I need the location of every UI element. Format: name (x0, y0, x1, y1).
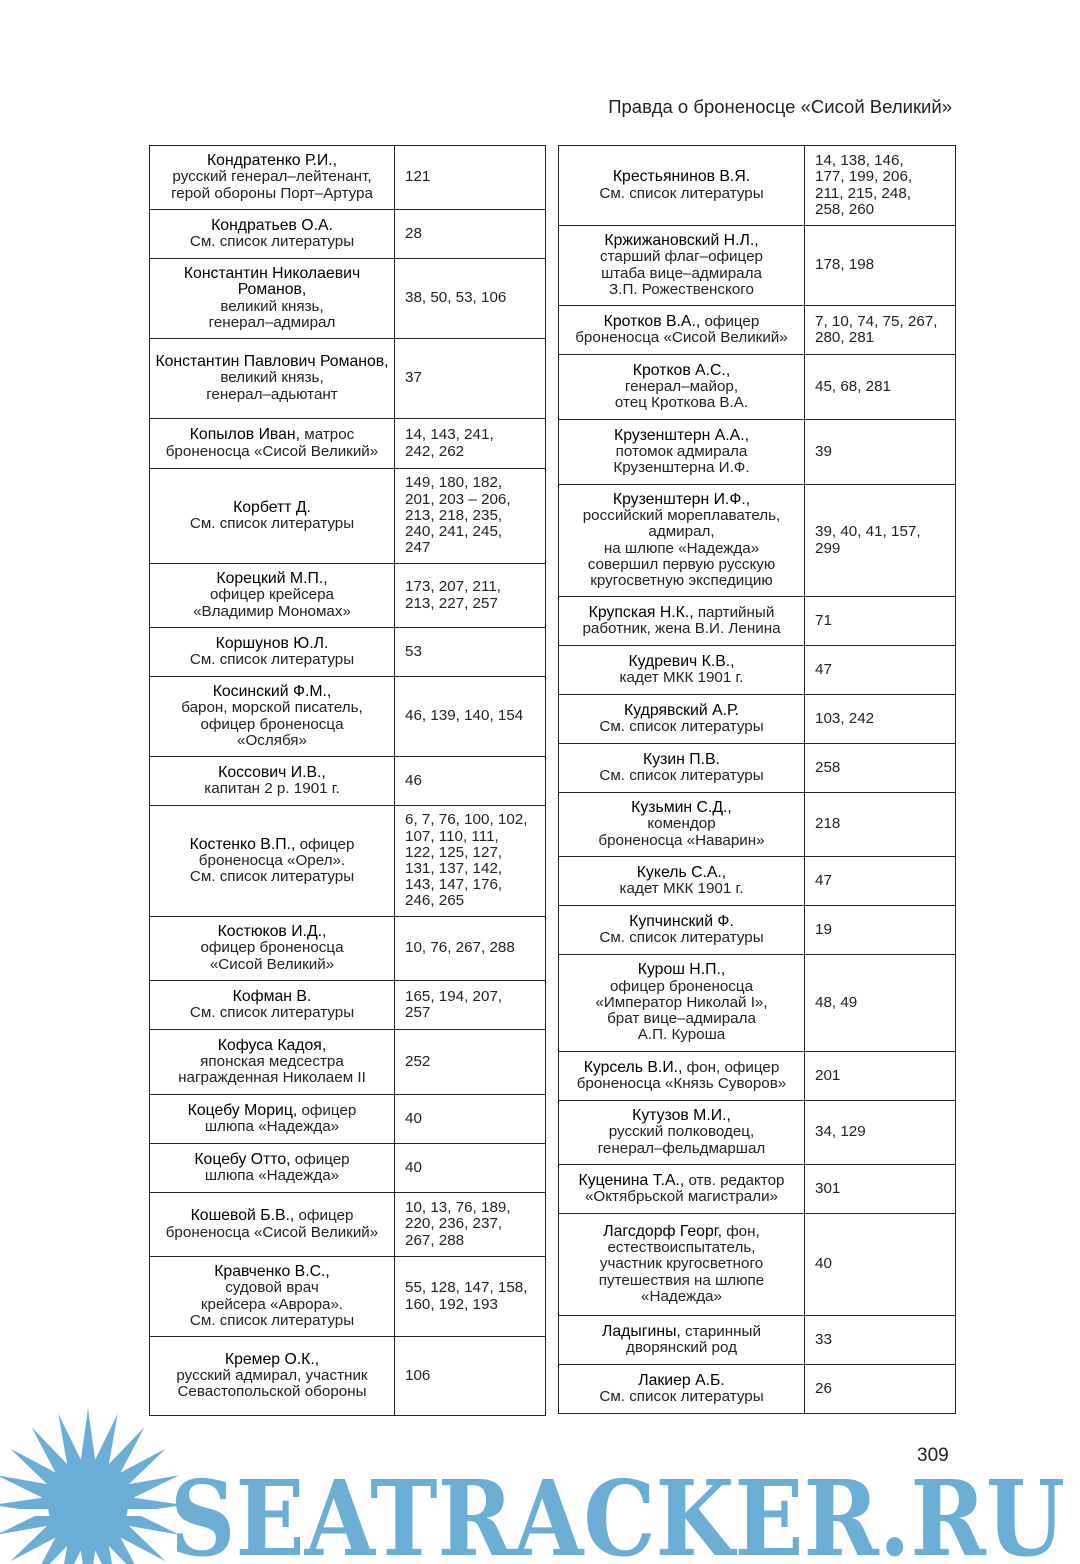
entry-description-line: русский полководец, (608, 1123, 755, 1141)
entry-pages-cell (805, 1165, 956, 1214)
entry-name-tail: офицер (297, 1101, 357, 1119)
entry-description-line: герой обороны Порт–Артура (171, 184, 373, 202)
entry-name: Кутузов М.И., (632, 1107, 731, 1125)
index-entry (150, 469, 546, 564)
entry-pages-cell (395, 339, 546, 419)
entry-description-line: броненосца «Сисой Великий» (165, 442, 379, 460)
entry-page-line: 40 (405, 1109, 422, 1127)
entry-name-cell (559, 744, 805, 793)
entry-description-line: См. список литературы (599, 184, 764, 202)
entry-name-tail: офицер (295, 835, 355, 853)
entry-pages-cell (805, 955, 956, 1052)
index-entry (150, 806, 546, 917)
entry-name-cell (559, 955, 805, 1052)
entry-page-line: 28 (405, 224, 422, 242)
entry-pages-cell (805, 744, 956, 793)
entry-name-cell (150, 1030, 395, 1095)
entry-description-line: путешествия на шлюпе (598, 1271, 765, 1289)
sun-logo-icon (0, 1409, 184, 1564)
entry-description-line: См. список литературы (189, 515, 355, 532)
entry-page-line: 242, 262 (405, 442, 465, 460)
entry-name: Куценина Т.А., (578, 1171, 685, 1189)
entry-name: Кротков В.А., (603, 312, 701, 330)
index-entry (559, 744, 956, 793)
entry-name-cell (150, 1337, 395, 1416)
entry-page-line: 55, 128, 147, 158, (405, 1279, 528, 1297)
entry-description-line: «Октябрьской магистрали» (584, 1188, 779, 1205)
entry-page-line: 247 (405, 539, 431, 557)
entry-page-line: 211, 215, 248, (815, 184, 911, 202)
entry-description-line: См. список литературы (599, 718, 764, 735)
index-entry (559, 1316, 956, 1365)
entry-name: Коцебу Отто, (194, 1150, 291, 1168)
entry-name-tail: офицер (290, 1150, 350, 1168)
entry-page-line: 14, 138, 146, (815, 152, 904, 170)
entry-page-line: 46 (405, 771, 422, 789)
entry-name-cell (150, 564, 395, 628)
entry-name: Курош Н.П., (637, 961, 726, 979)
entry-name: Корбетт Д. (233, 498, 311, 516)
entry-name: Косинский Ф.М., (212, 683, 332, 701)
entry-pages-cell (805, 420, 956, 485)
entry-pages-cell (395, 1257, 546, 1337)
page-number: 309 (917, 1445, 949, 1466)
entry-pages-cell (805, 695, 956, 744)
entry-page-line: 39 (815, 442, 832, 460)
index-entry (150, 917, 546, 981)
index-entry (150, 1144, 546, 1193)
entry-description-line: российский мореплаватель, (582, 507, 781, 525)
entry-description-line: штаба вице–адмирала (601, 264, 762, 282)
entry-name: Кофман В. (232, 987, 312, 1005)
entry-pages-cell (805, 355, 956, 420)
entry-page-line: 177, 199, 206, (815, 168, 913, 186)
entry-name-tail: матрос (300, 426, 355, 444)
entry-name: Коссович И.В., (218, 763, 326, 781)
entry-name: Кудревич К.В., (628, 652, 735, 670)
entry-description-line: кругосветную экспедицию (590, 571, 773, 589)
entry-page-line: 258 (815, 758, 841, 776)
entry-description-line: брат вице–адмирала (607, 1010, 756, 1028)
entry-page-line: 10, 76, 267, 288 (405, 939, 515, 957)
entry-name-cell (150, 806, 395, 917)
entry-name-cell (150, 1193, 395, 1257)
entry-description-line: «Владимир Мономах» (193, 602, 351, 620)
index-entry (150, 259, 546, 339)
entry-name: Коцебу Мориц, (187, 1101, 298, 1119)
entry-pages-cell (805, 146, 956, 226)
entry-page-line: 131, 137, 142, (405, 860, 503, 877)
index-entry (150, 1257, 546, 1337)
entry-name-cell (559, 1101, 805, 1165)
entry-description-line: офицер броненосца (200, 939, 344, 957)
entry-page-line: 165, 194, 207, (405, 987, 503, 1005)
entry-description-line: крейсера «Аврора». (200, 1295, 344, 1313)
entry-page-line: 143, 147, 176, (405, 876, 503, 894)
entry-page-line: 149, 180, 182, (405, 474, 503, 492)
entry-page-line: 71 (815, 611, 832, 629)
entry-page-line: 257 (405, 1004, 431, 1021)
entry-description-line: кадет МКК 1901 г. (619, 880, 744, 897)
entry-pages-cell (395, 1095, 546, 1144)
entry-description-line: броненосца «Князь Суворов» (576, 1075, 787, 1092)
entry-page-line: 48, 49 (815, 993, 858, 1011)
entry-name: Костенко В.П., (189, 835, 296, 853)
entry-description-line: совершил первую русскую (587, 555, 776, 573)
entry-name-tail: отв. редактор (684, 1171, 785, 1189)
entry-page-line: 218 (815, 815, 841, 833)
running-header: Правда о броненосце «Сисой Великий» (608, 96, 952, 117)
entry-page-line: 299 (815, 539, 841, 557)
entry-name-cell (150, 210, 395, 259)
entry-name-cell (559, 306, 805, 355)
entry-pages-cell (395, 419, 546, 469)
entry-description-line: шлюпа «Надежда» (204, 1167, 340, 1184)
entry-page-line: 280, 281 (815, 329, 875, 346)
entry-pages-cell (395, 564, 546, 628)
index-entry (559, 306, 956, 355)
index-entry (559, 1101, 956, 1165)
entry-page-line: 40 (405, 1158, 422, 1176)
entry-pages-cell (395, 677, 546, 757)
entry-description-line: См. список литературы (189, 868, 355, 886)
entry-description-line: адмирал, (648, 523, 715, 541)
index-entry (559, 485, 956, 597)
entry-name: Кошевой Б.В., (190, 1207, 295, 1225)
entry-page-line: 240, 241, 245, (405, 523, 503, 541)
entry-pages-cell (395, 1337, 546, 1416)
index-entry (559, 146, 956, 226)
entry-page-line: 220, 236, 237, (405, 1215, 503, 1233)
entry-pages-cell (805, 597, 956, 646)
entry-description-line: русский генерал–лейтенант, (172, 168, 372, 186)
entry-name-cell (559, 695, 805, 744)
entry-page-line: 107, 110, 111, (405, 827, 499, 845)
index-entry (150, 1030, 546, 1095)
entry-name-cell (150, 469, 395, 564)
entry-pages-cell (805, 906, 956, 955)
entry-name-cell (150, 339, 395, 419)
entry-name-cell (559, 857, 805, 906)
entry-page-line: 37 (405, 369, 422, 387)
index-entry (559, 793, 956, 857)
entry-description-line: генерал–адьютант (206, 385, 338, 403)
entry-description-line: См. список литературы (189, 651, 355, 668)
entry-page-line: 38, 50, 53, 106 (405, 289, 507, 307)
entry-name: Константин Николаевич Романов, (183, 265, 361, 299)
watermark-text: SEATRACKER.RU (170, 1457, 1065, 1564)
entry-page-line: 178, 198 (815, 256, 875, 274)
entry-name-tail: фон, (721, 1222, 760, 1240)
entry-name-cell (150, 757, 395, 806)
entry-pages-cell (395, 1193, 546, 1257)
entry-name: Кудрявский А.Р. (624, 701, 739, 719)
entry-description-line: броненосца «Орел». (198, 851, 346, 869)
entry-description-line: великий князь, (220, 297, 324, 315)
index-entry (559, 226, 956, 306)
index-entry (559, 355, 956, 420)
entry-page-line: 173, 207, 211, (405, 578, 501, 596)
entry-pages-cell (395, 628, 546, 677)
entry-name: Крузенштерн А.А., (614, 426, 749, 444)
entry-description-line: «Император Николай I», (595, 993, 768, 1011)
index-entry (150, 1337, 546, 1416)
entry-description-line: генерал–фельдмаршал (597, 1139, 766, 1157)
entry-description-line: судовой врач (225, 1279, 319, 1297)
entry-page-line: 258, 260 (815, 200, 875, 218)
entry-name: Копылов Иван, (189, 426, 301, 444)
entry-name: Купчинский Ф. (629, 912, 734, 930)
index-entry (559, 906, 956, 955)
entry-description-line: броненосца «Наварин» (598, 831, 765, 849)
entry-description-line: барон, морской писатель, (181, 699, 363, 717)
entry-name-tail: офицер (700, 312, 760, 330)
entry-name: Ладыгины, (602, 1322, 681, 1340)
entry-name-cell (559, 1052, 805, 1101)
index-entry (150, 757, 546, 806)
entry-page-line: 33 (815, 1330, 832, 1348)
index-entry (559, 597, 956, 646)
entry-description-line: потомок адмирала (615, 442, 748, 460)
entry-page-line: 213, 227, 257 (405, 594, 498, 612)
entry-page-line: 47 (815, 871, 832, 889)
index-entry (559, 857, 956, 906)
entry-page-line: 121 (405, 168, 431, 186)
entry-description-line: См. список литературы (189, 1004, 355, 1021)
entry-description-line: кадет МКК 1901 г. (619, 669, 744, 686)
entry-name: Крестьянинов В.Я. (612, 168, 751, 186)
entry-description-line: шлюпа «Надежда» (204, 1118, 340, 1135)
entry-description-line: дворянский род (626, 1339, 737, 1356)
entry-name-tail: старинный (680, 1322, 761, 1340)
entry-name-cell (150, 259, 395, 339)
entry-description-line: награжденная Николаем II (178, 1069, 366, 1087)
entry-description-line: генерал–майор, (624, 377, 739, 395)
entry-description-line: естествоиспытатель, (607, 1239, 756, 1257)
entry-name: Кротков А.С., (632, 361, 731, 379)
entry-name: Кузин П.В. (643, 750, 720, 768)
index-entry (559, 420, 956, 485)
entry-pages-cell (805, 306, 956, 355)
entry-name: Кондратьев О.А. (211, 216, 333, 234)
entry-pages-cell (805, 1316, 956, 1365)
index-entry (150, 677, 546, 757)
entry-name: Крупская Н.К., (588, 603, 694, 621)
index-table-left (149, 145, 546, 1416)
entry-name-cell (150, 1095, 395, 1144)
entry-page-line: 53 (405, 642, 422, 660)
entry-name: Кузьмин С.Д., (631, 799, 732, 817)
entry-name: Курсель В.И., (583, 1058, 683, 1076)
index-entry (559, 1052, 956, 1101)
entry-name: Кондратенко Р.И., (206, 152, 338, 170)
index-entry (150, 564, 546, 628)
entry-name-tail: офицер (294, 1207, 354, 1225)
entry-description-line: З.П. Рожественского (609, 280, 754, 298)
entry-name: Корецкий М.П., (216, 570, 328, 588)
entry-name-cell (559, 146, 805, 226)
entry-name-cell (150, 917, 395, 981)
entry-name: Лакиер А.Б. (638, 1371, 725, 1389)
entry-description-line: великий князь, (220, 369, 324, 387)
entry-pages-cell (395, 210, 546, 259)
entry-page-line: 19 (815, 920, 832, 938)
entry-description-line: Крузенштерна И.Ф. (613, 459, 750, 477)
entry-name-cell (559, 485, 805, 597)
entry-name: Костюков И.Д., (217, 923, 327, 941)
index-entry (150, 628, 546, 677)
entry-name-cell (150, 1144, 395, 1193)
entry-name-tail: фон, офицер (682, 1058, 780, 1076)
index-entry (150, 339, 546, 419)
entry-name: Крузенштерн И.Ф., (612, 490, 751, 508)
entry-page-line: 122, 125, 127, (405, 843, 503, 861)
entry-pages-cell (805, 485, 956, 597)
entry-page-line: 46, 139, 140, 154 (405, 707, 524, 725)
entry-description-line: офицер броненосца (200, 715, 344, 733)
entry-page-line: 7, 10, 74, 75, 267, (815, 312, 938, 330)
entry-description-line: участник кругосветного (599, 1255, 764, 1273)
entry-page-line: 106 (405, 1366, 431, 1384)
index-entry (559, 1165, 956, 1214)
entry-page-line: 213, 218, 235, (405, 506, 503, 524)
entry-description-line: комендор (647, 815, 716, 833)
entry-description-line: См. список литературы (599, 929, 764, 946)
entry-page-line: 6, 7, 76, 100, 102, (405, 811, 528, 829)
entry-name-cell (559, 226, 805, 306)
entry-description-line: работник, жена В.И. Ленина (582, 620, 781, 637)
entry-pages-cell (395, 806, 546, 917)
entry-page-line: 160, 192, 193 (405, 1295, 498, 1313)
entry-name-cell (559, 793, 805, 857)
entry-name-cell (150, 981, 395, 1030)
entry-name: Коршунов Ю.Л. (215, 634, 329, 652)
entry-description-line: См. список литературы (599, 1388, 764, 1405)
entry-pages-cell (395, 259, 546, 339)
entry-name-cell (150, 1257, 395, 1337)
entry-name-cell (559, 646, 805, 695)
entry-description-line: См. список литературы (599, 767, 764, 784)
entry-name-cell (559, 906, 805, 955)
index-entry (559, 1214, 956, 1316)
entry-name: Кравченко В.С., (214, 1263, 330, 1281)
entry-pages-cell (395, 917, 546, 981)
entry-pages-cell (395, 146, 546, 210)
entry-page-line: 39, 40, 41, 157, (815, 523, 921, 541)
entry-name-cell (559, 420, 805, 485)
entry-pages-cell (805, 1052, 956, 1101)
entry-description-line: «Ослябя» (237, 731, 307, 749)
entry-pages-cell (395, 757, 546, 806)
entry-page-line: 26 (815, 1379, 832, 1397)
entry-name: Константин Павлович Романов, (155, 353, 389, 371)
entry-name-cell (150, 146, 395, 210)
entry-pages-cell (805, 226, 956, 306)
entry-name-cell (150, 628, 395, 677)
entry-description-line: Севастопольской обороны (177, 1383, 367, 1401)
watermark (0, 1405, 1080, 1564)
entry-pages-cell (395, 1144, 546, 1193)
entry-description-line: «Надежда» (641, 1287, 722, 1305)
entry-name-cell (559, 355, 805, 420)
entry-name-cell (559, 1214, 805, 1316)
entry-description-line: отец Кроткова В.А. (614, 394, 749, 412)
entry-description-line: См. список литературы (189, 1311, 355, 1329)
entry-page-line: 301 (815, 1179, 841, 1197)
entry-description-line: броненосца «Сисой Великий» (165, 1223, 379, 1241)
index-entry (150, 1193, 546, 1257)
entry-page-line: 252 (405, 1052, 431, 1070)
entry-name: Лагсдорф Георг, (603, 1222, 722, 1240)
entry-name-cell (150, 677, 395, 757)
entry-description-line: старший флаг–офицер (600, 248, 763, 266)
entry-description-line: генерал–адмирал (208, 313, 336, 331)
entry-page-line: 246, 265 (405, 892, 465, 910)
entry-name-cell (559, 1165, 805, 1214)
entry-page-line: 14, 143, 241, (405, 426, 494, 444)
entry-description-line: «Сисой Великий» (209, 955, 335, 973)
entry-name: Кржижановский Н.Л., (604, 232, 759, 250)
entry-description-line: на шлюпе «Надежда» (603, 539, 760, 557)
entry-name: Кремер О.К., (224, 1350, 320, 1368)
index-entry (150, 146, 546, 210)
entry-pages-cell (395, 1030, 546, 1095)
index-entry (559, 695, 956, 744)
index-entry (150, 210, 546, 259)
index-entry (150, 1095, 546, 1144)
entry-page-line: 34, 129 (815, 1123, 866, 1141)
entry-description-line: русский адмирал, участник (176, 1366, 368, 1384)
entry-name: Кукель С.А., (636, 863, 727, 881)
entry-page-line: 10, 13, 76, 189, (405, 1199, 511, 1217)
entry-page-line: 267, 288 (405, 1231, 465, 1249)
index-entry (150, 981, 546, 1030)
index-entry (559, 955, 956, 1052)
entry-page-line: 201 (815, 1066, 841, 1084)
entry-pages-cell (805, 646, 956, 695)
entry-description-line: японская медсестра (200, 1052, 344, 1070)
entry-pages-cell (805, 857, 956, 906)
entry-name-cell (150, 419, 395, 469)
index-entry (559, 646, 956, 695)
entry-page-line: 45, 68, 281 (815, 377, 892, 395)
entry-description-line: офицер броненосца (609, 977, 754, 995)
entry-name-cell (559, 597, 805, 646)
entry-description-line: капитан 2 р. 1901 г. (204, 780, 340, 797)
entry-page-line: 103, 242 (815, 709, 875, 727)
entry-pages-cell (395, 469, 546, 564)
entry-pages-cell (395, 981, 546, 1030)
entry-description-line: офицер крейсера (209, 586, 335, 604)
entry-page-line: 40 (815, 1255, 832, 1273)
index-table-right (558, 145, 956, 1414)
entry-pages-cell (805, 1101, 956, 1165)
entry-name-tail: партийный (693, 603, 775, 621)
index-entry (150, 419, 546, 469)
entry-page-line: 47 (815, 660, 832, 678)
entry-name: Кофуса Кадоя, (217, 1036, 327, 1054)
entry-pages-cell (805, 1214, 956, 1316)
entry-page-line: 201, 203 – 206, (405, 490, 511, 508)
entry-description-line: См. список литературы (189, 233, 355, 250)
entry-description-line: А.П. Куроша (637, 1026, 726, 1044)
entry-pages-cell (805, 793, 956, 857)
entry-name-cell (559, 1316, 805, 1365)
entry-description-line: броненосца «Сисой Великий» (575, 329, 788, 346)
